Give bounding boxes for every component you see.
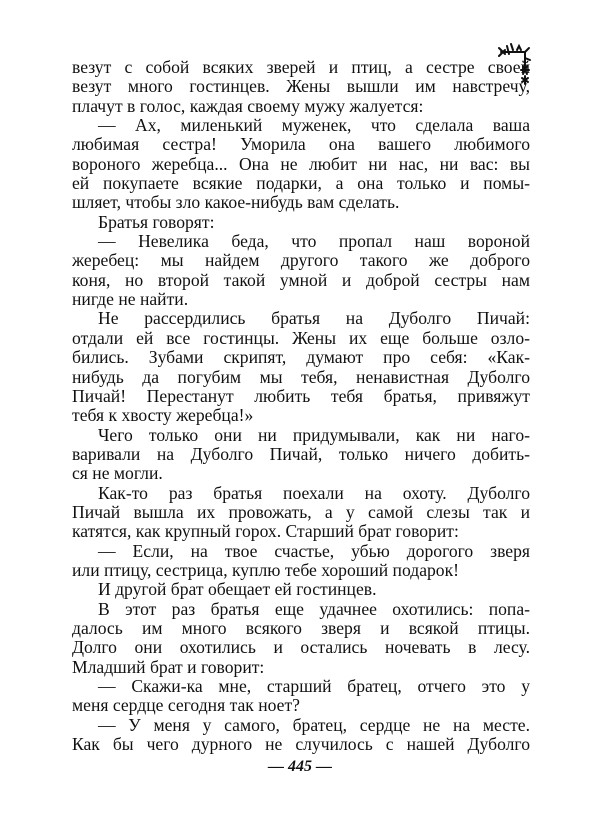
text-line: Как бы чего дурного не случилось с нашей Дуболго (72, 734, 530, 755)
text-line: жеребец: мы найдем другого такого же доброго (72, 250, 530, 271)
text-line: — Ах, миленький муженек, что сделала ваша (98, 115, 530, 136)
text-line: вороного жеребца... Она не любит ни нас, ни вас: вы (72, 153, 530, 174)
text-line: меня сердце сегодня так ноет? (72, 695, 300, 716)
text-line: Пичай вышла их провожать, а у самой слезы так и (72, 501, 530, 522)
text-line: — Если, на твое счастье, убью дорогого зверя (98, 540, 530, 561)
text-line: ей покупаете всякие подарки, а она только и помы- (72, 173, 530, 194)
text-line: В этот раз братья еще удачнее охотились: попа- (98, 598, 530, 619)
text-line: — Скажи-ка мне, старший братец, отчего это у (98, 676, 530, 696)
text-line: ся не могли. (72, 463, 163, 484)
text-line: нибудь да погубим мы тебя, ненавистная Дуболго (72, 366, 530, 387)
body-text (72, 58, 530, 754)
text-line: Долго они охотились и остались ночевать в лесу. (72, 637, 530, 658)
page-number: — 445 — (268, 758, 332, 775)
text-line: Не рассердились братья на Дуболго Пичай: (98, 308, 530, 329)
text-line: бились. Зубами скрипят, думают про себя: «Как- (72, 347, 530, 368)
text-line: варивали на Дуболго Пичай, только ничего добить- (72, 443, 530, 464)
text-line: далось им много всякого зверя и всякой птицы. (72, 617, 530, 638)
text-line: тебя к хвосту жеребца!» (72, 405, 254, 426)
text-line: Пичай! Перестанут любить тебя братья, привяжут (72, 385, 530, 406)
text-line: Братья говорят: (98, 211, 215, 232)
text-line: катятся, как крупный горох. Старший брат говорит: (72, 521, 459, 542)
text-line: Как-то раз братья поехали на охоту. Дуболго (98, 482, 530, 503)
text-line: Младший брат и говорит: (72, 656, 265, 677)
text-line: шляет, чтобы зло какое-нибудь вам сделать. (72, 192, 400, 213)
text-line: И другой брат обещает ей гостинцев. (98, 579, 377, 600)
text-line: — Невелика беда, что пропал наш вороной (98, 231, 530, 252)
text-line: любимая сестра! Уморила она вашего любимого (72, 134, 530, 155)
text-line: Чего только они ни придумывали, как ни наго- (98, 424, 530, 445)
text-line: везут с собой всяких зверей и птиц, а сестре своей (72, 57, 530, 77)
text-line: — У меня у самого, братец, сердце не на месте. (98, 714, 530, 735)
text-line: отдали ей все гостинцы. Жены их еще больше озло- (72, 327, 530, 348)
text-line: нигде не найти. (72, 289, 189, 310)
text-line: или птицу, сестрица, куплю тебе хороший подарок! (72, 559, 460, 580)
text-line: плачут в голос, каждая своему мужу жалуется: (72, 95, 424, 116)
text-line: коня, но второй такой умной и доброй сестры нам (72, 269, 530, 290)
text-line: везут много гостинцев. Жены вышли им навстречу, (72, 76, 530, 97)
